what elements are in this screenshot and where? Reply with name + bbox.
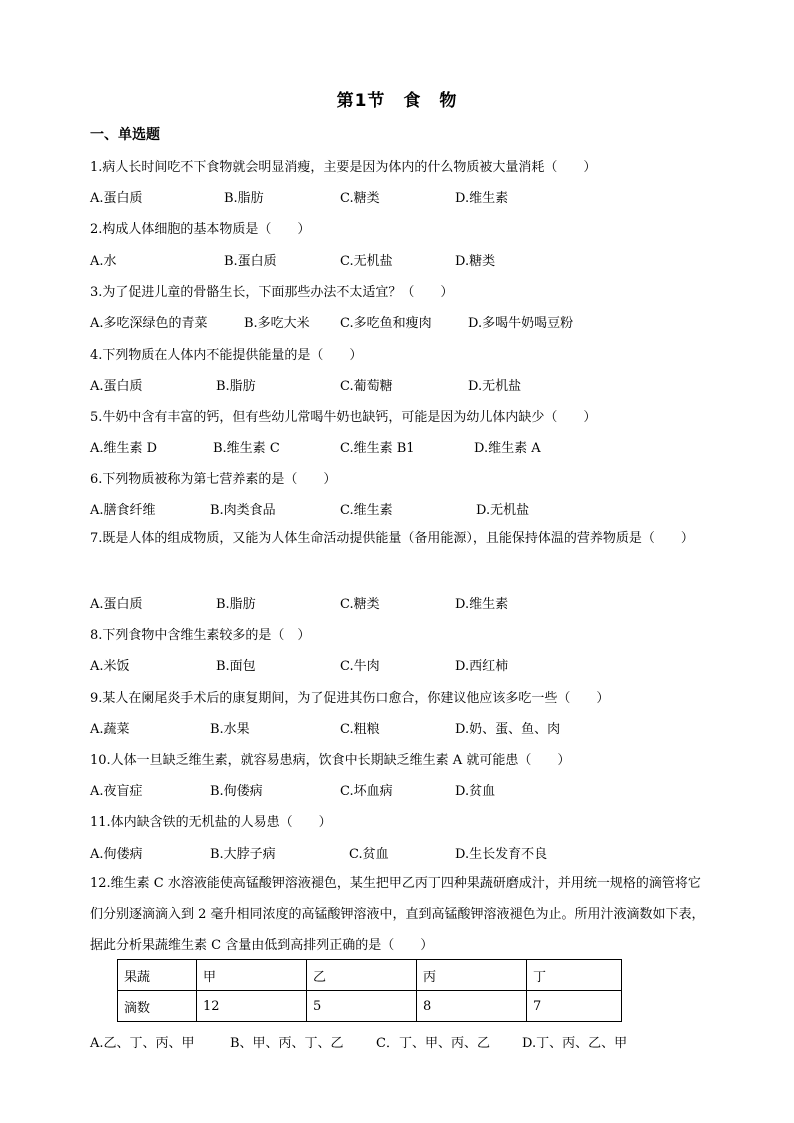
question-12-stem: 12.维生素 C 水溶液能使高锰酸钾溶液褪色，某生把甲乙丙丁四种果蔬研磨成汁，并用统一规格的滴管将它们分别逐滴滴入到 2 毫升相同浓度的高锰酸钾溶液中，直到高锰酸钾溶液褪色为止。所用汁液滴数如下表，据此分析果蔬维生素 C 含量由低到高排列正确的是（ ） [90, 876, 705, 953]
table-cell: 12 [197, 991, 307, 1022]
q7-option-d: D.维生素 [455, 597, 509, 612]
table-cell: 乙 [307, 960, 417, 991]
table-cell: 甲 [197, 960, 307, 991]
question-2-stem: 2.构成人体细胞的基本物质是（ ） [90, 222, 311, 237]
q7-option-c: C.糖类 [340, 597, 380, 612]
q10-option-c: C.坏血病 [340, 784, 393, 799]
table-cell: 滴数 [118, 991, 197, 1022]
q8-option-c: C.牛肉 [340, 659, 380, 674]
q6-option-a: A.膳食纤维 [90, 503, 156, 518]
q2-option-b: B.蛋白质 [224, 254, 277, 269]
question-7-stem: 7.既是人体的组成物质，又能为人体生命活动提供能量（备用能源），且能保持体温的营养物质是（ ） [90, 531, 694, 546]
q9-option-a: A.蔬菜 [90, 722, 130, 737]
q6-option-c: C.维生素 [340, 503, 393, 518]
question-3-stem: 3.为了促进儿童的骨骼生长，下面那些办法不太适宜？（ ） [90, 285, 454, 300]
table-cell: 丁 [527, 960, 622, 991]
q12-option-a: A.乙、丁、丙、甲 [90, 1036, 195, 1051]
q5-option-c: C.维生素 B1 [340, 441, 415, 456]
q8-option-b: B.面包 [216, 659, 256, 674]
q8-option-a: A.米饭 [90, 659, 130, 674]
q3-option-a: A.多吃深绿色的青菜 [90, 316, 208, 331]
table-cell: 7 [527, 991, 622, 1022]
question-11-stem: 11.体内缺含铁的无机盐的人易患（ ） [90, 815, 332, 830]
table-row [118, 991, 622, 1022]
question-5-stem: 5.牛奶中含有丰富的钙，但有些幼儿常喝牛奶也缺钙，可能是因为幼儿体内缺少（ ） [90, 410, 597, 425]
q3-option-d: D.多喝牛奶喝豆粉 [468, 316, 574, 331]
q5-option-d: D.维生素 A [474, 441, 541, 456]
q4-option-a: A.蛋白质 [90, 379, 143, 394]
table-row [118, 960, 622, 991]
q7-option-b: B.脂肪 [216, 597, 256, 612]
q6-option-d: D.无机盐 [476, 503, 530, 518]
data-table [117, 959, 622, 1022]
q10-option-b: B.佝偻病 [210, 784, 263, 799]
q9-option-c: C.粗粮 [340, 722, 380, 737]
q3-option-b: B.多吃大米 [244, 316, 310, 331]
q10-option-d: D.贫血 [455, 784, 496, 799]
q4-option-b: B.脂肪 [216, 379, 256, 394]
q1-option-b: B.脂肪 [224, 191, 264, 206]
q1-option-d: D.维生素 [455, 191, 509, 206]
section-heading: 一、单选题 [90, 127, 160, 143]
q8-option-d: D.西红柿 [455, 659, 509, 674]
q4-option-c: C.葡萄糖 [340, 379, 393, 394]
q7-option-a: A.蛋白质 [90, 597, 143, 612]
page-title: 第1节 食 物 [336, 91, 458, 111]
question-8-stem: 8.下列食物中含维生素较多的是（ ） [90, 628, 311, 643]
table-cell: 5 [307, 991, 417, 1022]
question-1-stem: 1.病人长时间吃不下食物就会明显消瘦，主要是因为体内的什么物质被大量消耗（ ） [90, 160, 597, 175]
q2-option-d: D.糖类 [455, 254, 496, 269]
q1-option-c: C.糖类 [340, 191, 380, 206]
q5-option-b: B.维生素 C [213, 441, 280, 456]
q12-option-c: C．丁、甲、丙、乙 [376, 1036, 490, 1051]
q9-option-d: D.奶、蛋、鱼、肉 [455, 722, 561, 737]
question-10-stem: 10.人体一旦缺乏维生素，就容易患病，饮食中长期缺乏维生素 A 就可能患（ ） [90, 753, 571, 768]
table-cell: 8 [417, 991, 527, 1022]
q6-option-b: B.肉类食品 [210, 503, 276, 518]
question-4-stem: 4.下列物质在人体内不能提供能量的是（ ） [90, 348, 363, 363]
q11-option-d: D.生长发育不良 [455, 847, 548, 862]
table-cell: 丙 [417, 960, 527, 991]
question-9-stem: 9.某人在阑尾炎手术后的康复期间，为了促进其伤口愈合，你建议他应该多吃一些（ ） [90, 691, 610, 706]
q3-option-c: C.多吃鱼和瘦肉 [340, 316, 432, 331]
q11-option-c: C.贫血 [349, 847, 389, 862]
q11-option-a: A.佝偻病 [90, 847, 143, 862]
q1-option-a: A.蛋白质 [90, 191, 143, 206]
q2-option-c: C.无机盐 [340, 254, 393, 269]
q2-option-a: A.水 [90, 254, 117, 269]
q10-option-a: A.夜盲症 [90, 784, 143, 799]
q4-option-d: D.无机盐 [468, 379, 522, 394]
q12-option-d: D.丁、丙、乙、甲 [522, 1036, 628, 1051]
q12-option-b: B、甲、丙、丁、乙 [230, 1036, 344, 1051]
q5-option-a: A.维生素 D [90, 441, 158, 456]
question-6-stem: 6.下列物质被称为第七营养素的是（ ） [90, 472, 337, 487]
table-cell: 果蔬 [118, 960, 197, 991]
q9-option-b: B.水果 [210, 722, 250, 737]
q11-option-b: B.大脖子病 [210, 847, 276, 862]
